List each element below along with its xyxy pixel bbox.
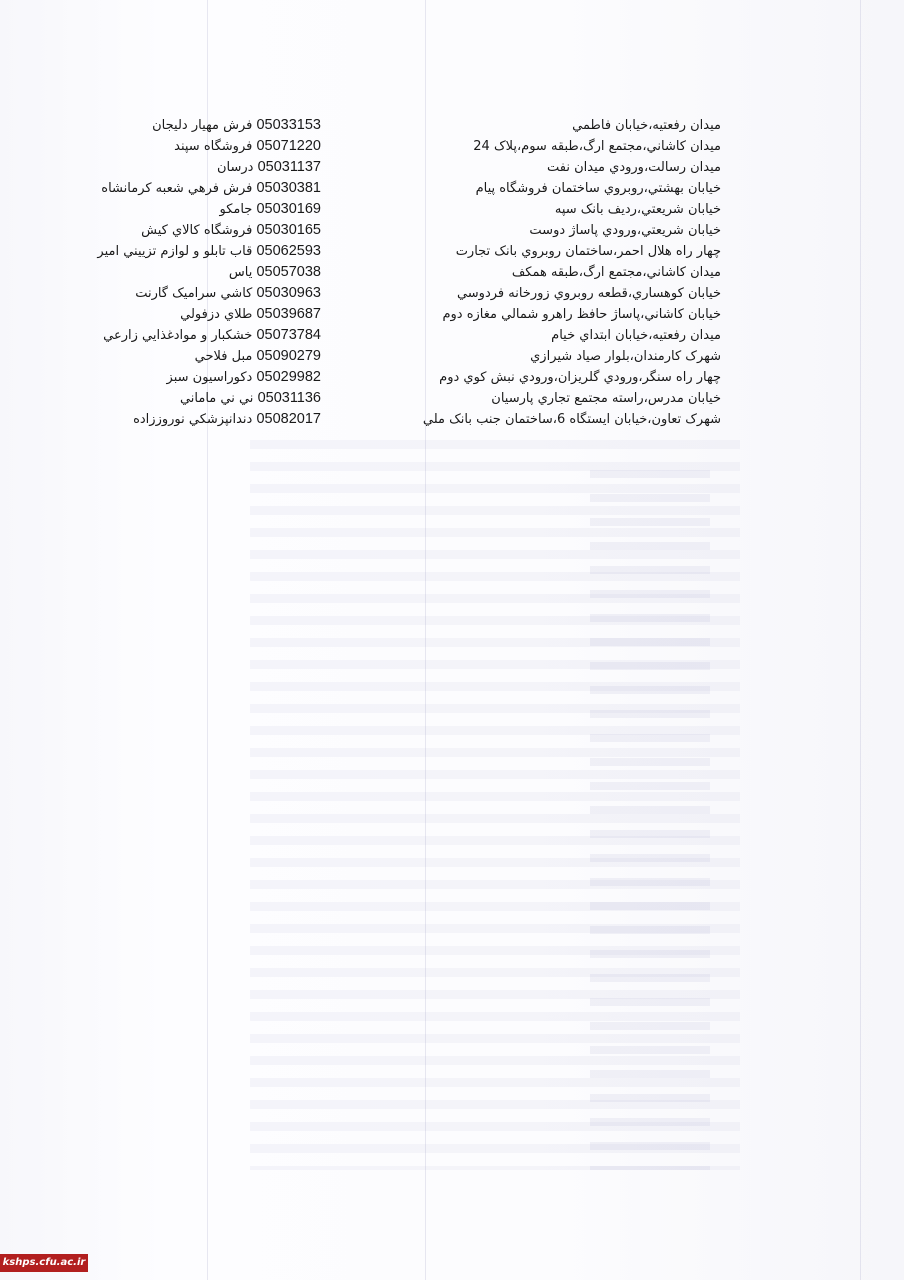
merchant-code: 05029982 bbox=[256, 369, 321, 385]
store-name: قاب تابلو و لوازم تزييني امير bbox=[97, 244, 253, 259]
bleed-through-numbers bbox=[590, 470, 710, 1170]
address-text: خيابان مدرس،راسته مجتمع تجاري پارسيان bbox=[491, 391, 721, 406]
merchant-entry bbox=[180, 304, 321, 325]
address-text: خيابان كاشاني،پاساژ حافظ راهرو شمالي مغازه دوم bbox=[442, 307, 721, 322]
list-item bbox=[0, 220, 904, 241]
site-watermark: kshps.cfu.ac.ir bbox=[0, 1254, 88, 1272]
merchant-code: 05030381 bbox=[256, 180, 321, 196]
list-item bbox=[0, 283, 904, 304]
merchant-entry bbox=[174, 136, 321, 157]
list-item bbox=[0, 367, 904, 388]
store-name: فرش مهيار دليجان bbox=[152, 118, 253, 133]
merchant-code: 05030169 bbox=[256, 201, 321, 217]
address-text: ميدان رفعتيه،خيابان ابتداي خيام bbox=[551, 328, 721, 343]
store-name: دندانپزشكي نوروززاده bbox=[133, 412, 253, 427]
store-name: خشكبار و موادغذايي زارعي bbox=[103, 328, 253, 343]
merchant-entry bbox=[219, 199, 321, 220]
merchant-code: 05057038 bbox=[256, 264, 321, 280]
store-name: دكوراسيون سبز bbox=[166, 370, 253, 385]
list-item bbox=[0, 325, 904, 346]
list-item bbox=[0, 178, 904, 199]
address-text: چهار راه سنگر،ورودي گلريزان،ورودي نبش كوي دوم bbox=[439, 370, 721, 385]
merchant-code: 05033153 bbox=[256, 117, 321, 133]
merchant-entry bbox=[217, 157, 321, 178]
store-name: فروشگاه كالاي كيش bbox=[141, 223, 253, 238]
address-text: خيابان كوهساري،قطعه روبروي زورخانه فردوسي bbox=[456, 286, 721, 301]
bleed-through-text bbox=[250, 440, 740, 1170]
store-name: كاشي سراميک گارنت bbox=[135, 286, 253, 301]
merchant-code: 05039687 bbox=[256, 306, 321, 322]
address-text: خيابان بهشتي،روبروي ساختمان فروشگاه پيام bbox=[475, 181, 721, 196]
merchant-entry bbox=[152, 115, 321, 136]
merchant-code: 05030963 bbox=[256, 285, 321, 301]
list-item bbox=[0, 409, 904, 430]
merchant-entry bbox=[167, 367, 321, 388]
list-item bbox=[0, 157, 904, 178]
merchant-entry bbox=[97, 241, 321, 262]
list-item bbox=[0, 136, 904, 157]
merchant-code: 05071220 bbox=[256, 138, 321, 154]
address-text: ميدان رسالت،ورودي ميدان نفت bbox=[547, 160, 721, 175]
list-item bbox=[0, 241, 904, 262]
store-name: ني ني ماماني bbox=[179, 391, 254, 406]
store-name: فروشگاه سپند bbox=[174, 139, 253, 154]
store-name: ياس bbox=[228, 265, 253, 280]
list-item bbox=[0, 115, 904, 136]
merchant-code: 05090279 bbox=[256, 348, 321, 364]
merchant-code: 05030165 bbox=[256, 222, 321, 238]
store-name: فرش فرهي شعبه كرمانشاه bbox=[101, 181, 253, 196]
merchant-code: 05031136 bbox=[257, 390, 321, 406]
merchant-list bbox=[0, 115, 904, 430]
list-item bbox=[0, 304, 904, 325]
list-item bbox=[0, 199, 904, 220]
store-name: مبل فلاحي bbox=[194, 349, 253, 364]
merchant-entry bbox=[141, 220, 321, 241]
merchant-entry bbox=[135, 283, 321, 304]
list-item bbox=[0, 388, 904, 409]
store-name: طلاي دزفولي bbox=[180, 307, 253, 322]
merchant-entry bbox=[195, 346, 321, 367]
address-text: خيابان شريعتي،ورودي پاساژ دوست bbox=[529, 223, 721, 238]
list-item bbox=[0, 346, 904, 367]
merchant-entry bbox=[133, 409, 321, 430]
address-text: شهرک كارمندان،بلوار صياد شيرازي bbox=[530, 349, 721, 364]
merchant-entry bbox=[101, 178, 321, 199]
address-text: ميدان كاشاني،مجتمع ارگ،طبقه همكف bbox=[511, 265, 721, 280]
merchant-code: 05082017 bbox=[256, 411, 321, 427]
address-text: ميدان كاشاني،مجتمع ارگ،طبقه سوم،پلاک 24 bbox=[473, 139, 721, 154]
address-text: شهرک تعاون،خيابان ايستگاه 6،ساختمان جنب بانک ملي bbox=[422, 412, 721, 427]
store-name: جامكو bbox=[219, 202, 253, 217]
merchant-entry bbox=[103, 325, 321, 346]
merchant-code: 05062593 bbox=[256, 243, 321, 259]
address-text: خيابان شريعتي،رديف بانک سپه bbox=[554, 202, 721, 217]
merchant-code: 05073784 bbox=[256, 327, 321, 343]
merchant-code: 05031137 bbox=[257, 159, 321, 175]
address-text: چهار راه هلال احمر،ساختمان روبروي بانک تجارت bbox=[455, 244, 721, 259]
merchant-entry bbox=[229, 262, 321, 283]
merchant-entry bbox=[180, 388, 321, 409]
address-text: ميدان رفعتيه،خيابان فاطمي bbox=[572, 118, 721, 133]
store-name: درسان bbox=[216, 160, 254, 175]
list-item bbox=[0, 262, 904, 283]
